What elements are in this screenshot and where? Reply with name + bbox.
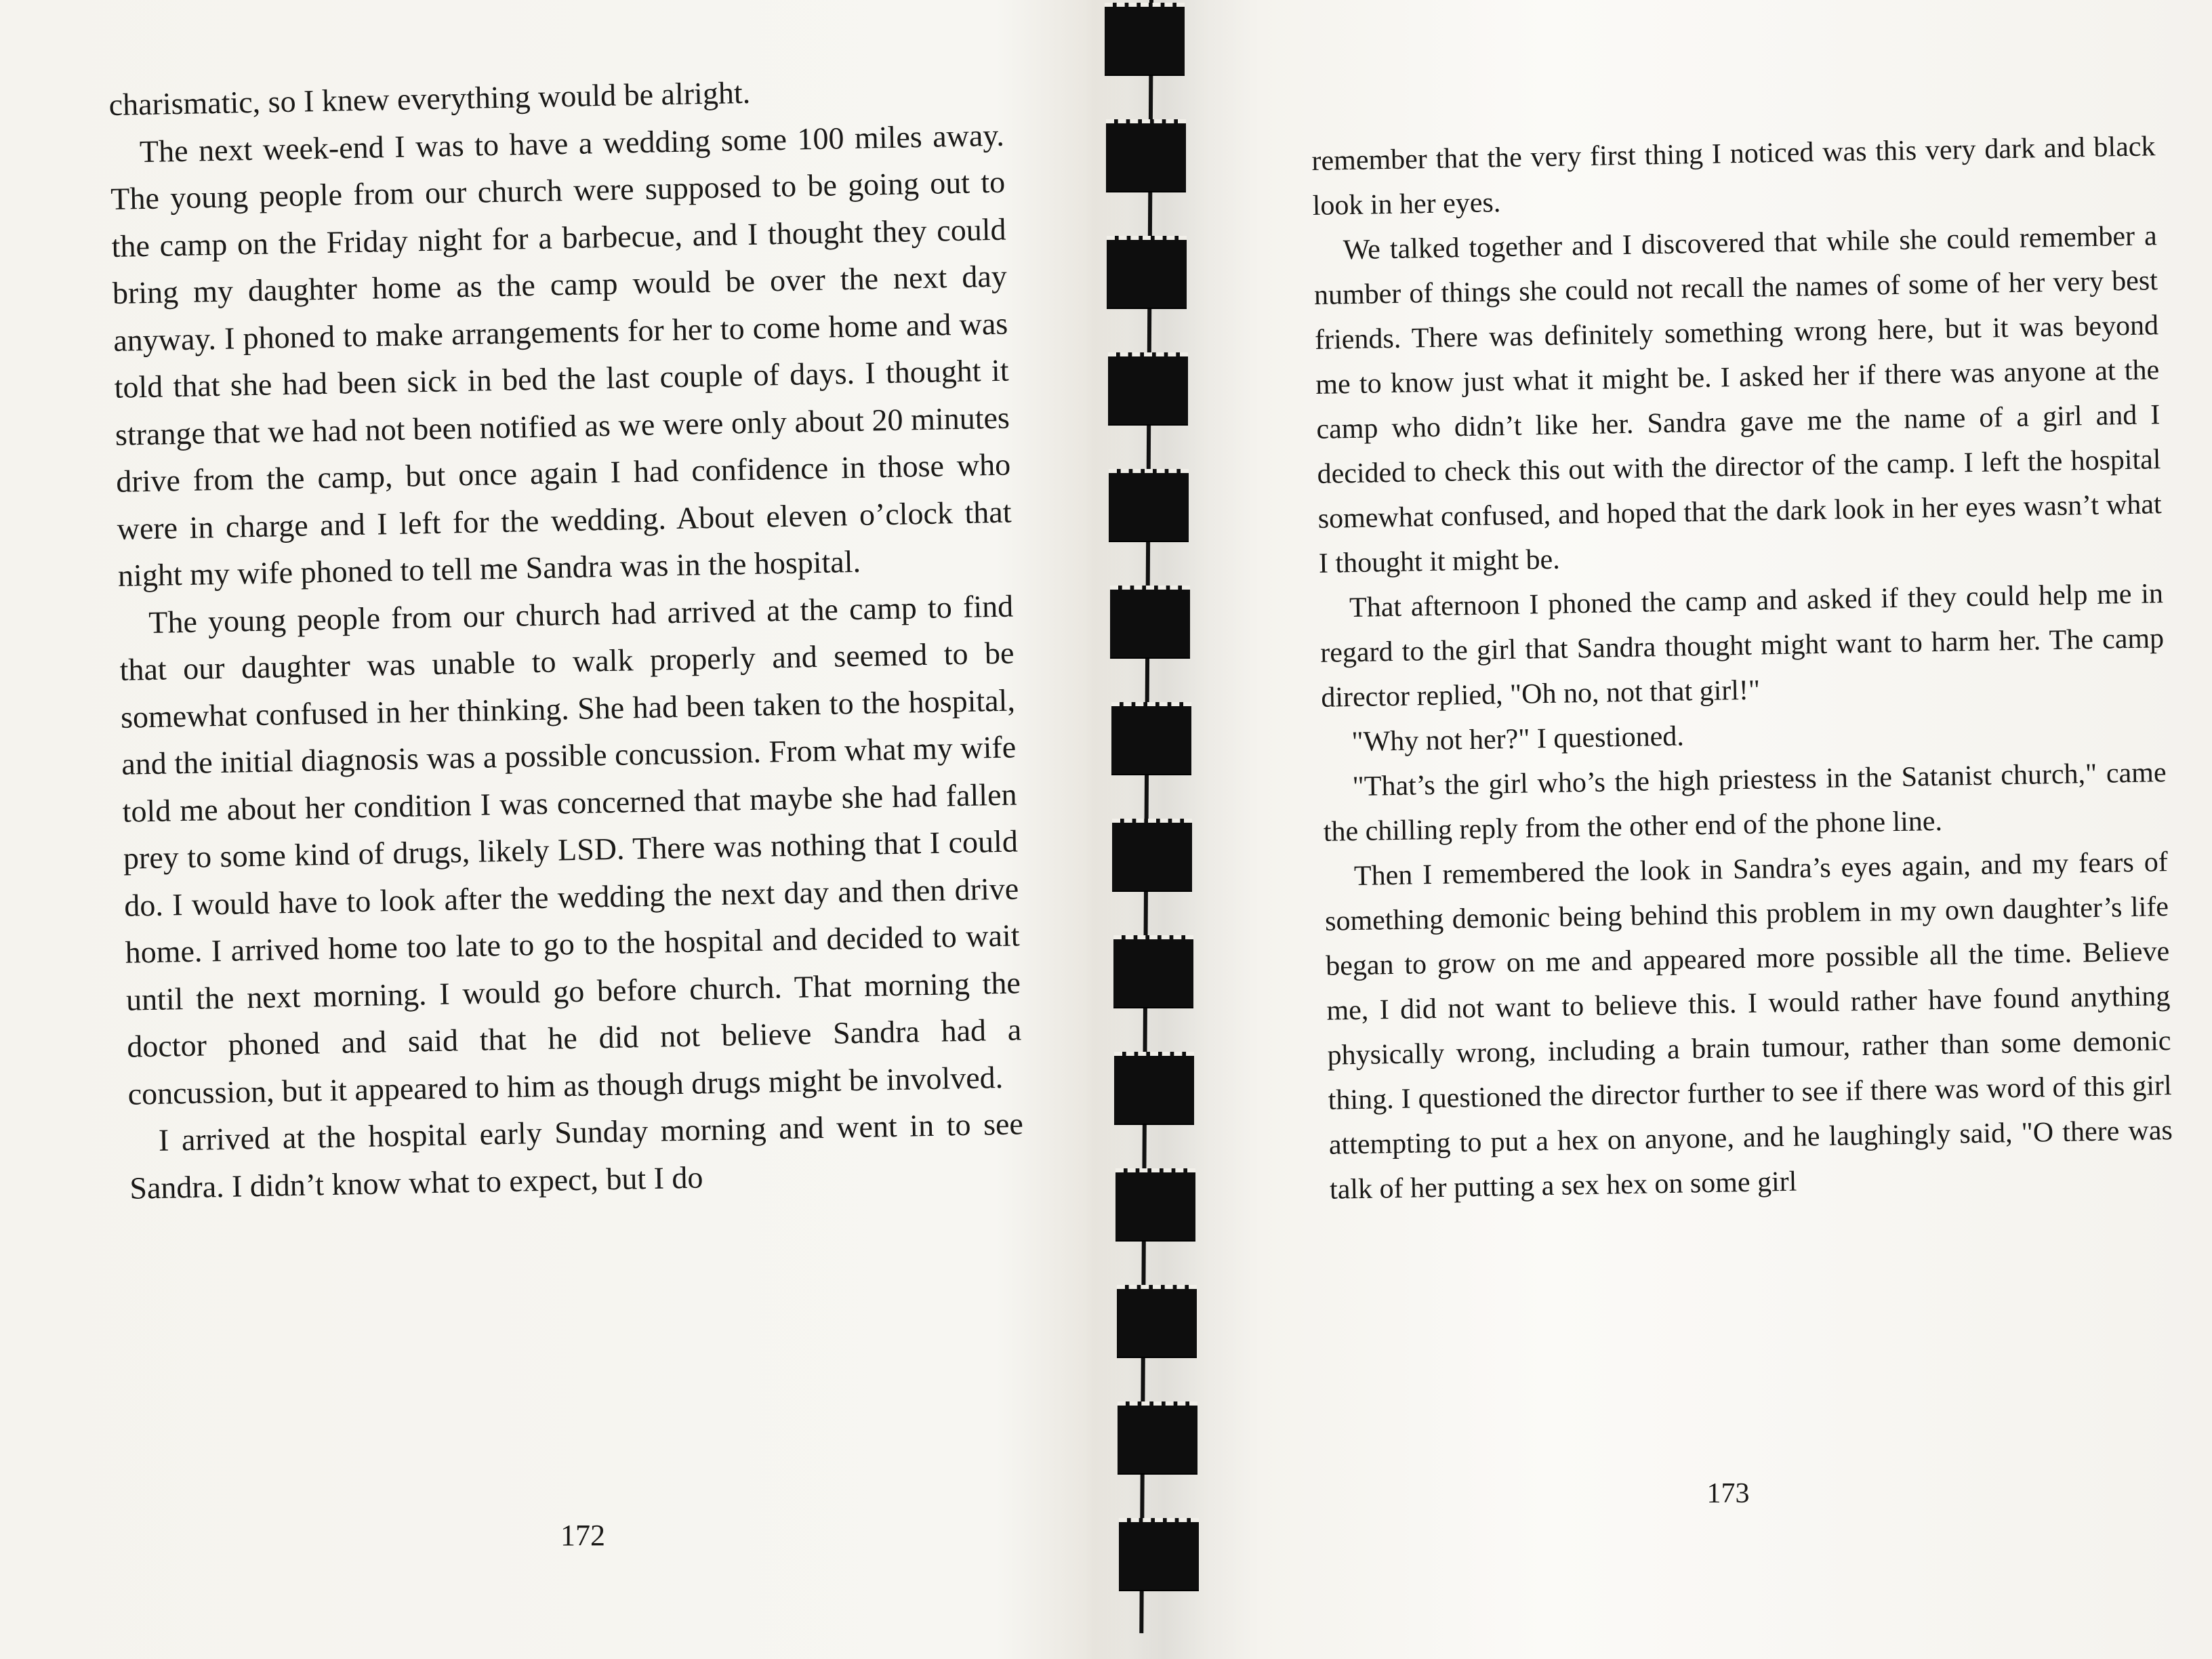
left-paragraph-2: The next week-end I was to have a wedding some 100 miles away. The young people from our church were supposed to be going out to the camp on the Friday night for a barbecue, and I thought they could bring my daughter home as the camp would be over the next day anyway. I phoned to make arrangements for her to come home and was told that she had been sick in bed the last couple of days. I thought it strange that we had not been notified as we were only about 20 minutes drive from the camp, but once again I had confidence in those who were in charge and I left for the wedding. About eleven o’clock that night my wife phoned to tell me Sandra was in the hospital. — [110, 117, 1012, 593]
right-paragraph-4: "Why not her?" I questioned. — [1351, 720, 1685, 758]
left-paragraph-3: The young people from our church had arrived at the camp to find that our daughter was unable to walk properly and seemed to be somewhat confused in her thinking. She had been taken to the hospital, and the initial diagnosis was a possible concussion. From what my wife told me about her condition I was concerned that maybe she had fallen prey to some kind of drugs, likely LSD. There was nothing that I could do. I would have to look after the wedding the next day and then drive home. I arrived home too late to go to the hospital and decided to wait until the next morning. I would go before church. That morning the doctor phoned and said that he did not believe Sandra had a concussion, but it appeared to him as though drugs might be involved. — [119, 588, 1022, 1111]
right-paragraph-6: Then I remembered the look in Sandra’s eyes again, and my fears of something demonic being behind this problem in my own daughter’s life began to grow on me and appeared more possible all the time. Believe me, I did not want to believe this. I would rather have found anything physically wrong, including a brain tumour, rather than some demonic thing. I questioned the director further to see if there was word of this girl attempting to put a hex on anyone, and he laughingly said, "O there was talk of her putting a sex hex on some girl — [1324, 846, 2173, 1206]
right-paragraph-2: We talked together and I discovered that while she could remember a number of things she could not recall the names of some of her very best friends. There was definitely something wrong here, but it was beyond me to know just what it might be. I asked her if there was anyone at the camp who didn’t like her. Sandra gave me the name of a girl and I decided to check this out with the director of the camp. I left the hospital somewhat confused, and hoped that the dark look in her eyes wasn’t what I thought it might be. — [1313, 220, 2163, 579]
left-paragraph-4: I arrived at the hospital early Sunday morning and went in to see Sandra. I didn’t know what to expect, but I do — [129, 1106, 1024, 1206]
left-page-text — [108, 64, 1025, 1212]
right-paragraph-3: That afternoon I phoned the camp and asked if they could help me in regard to the girl that Sandra thought might want to harm her. The camp director replied, "Oh no, not that girl!" — [1319, 578, 2165, 714]
right-paragraph-1: remember that the very first thing I noticed was this very dark and black look in her eyes. — [1311, 131, 2156, 222]
left-page-number: 172 — [560, 1519, 605, 1552]
left-page — [0, 0, 1084, 1659]
left-paragraph-1: charismatic, so I knew everything would be alright. — [108, 75, 751, 122]
right-page — [1152, 0, 2212, 1659]
right-page-text — [1311, 124, 2173, 1212]
right-page-number: 173 — [1706, 1478, 1750, 1509]
right-paragraph-5: "That’s the girl who’s the high priestess in the Satanist church," came the chilling reply from the other end of the phone line. — [1323, 757, 2167, 848]
